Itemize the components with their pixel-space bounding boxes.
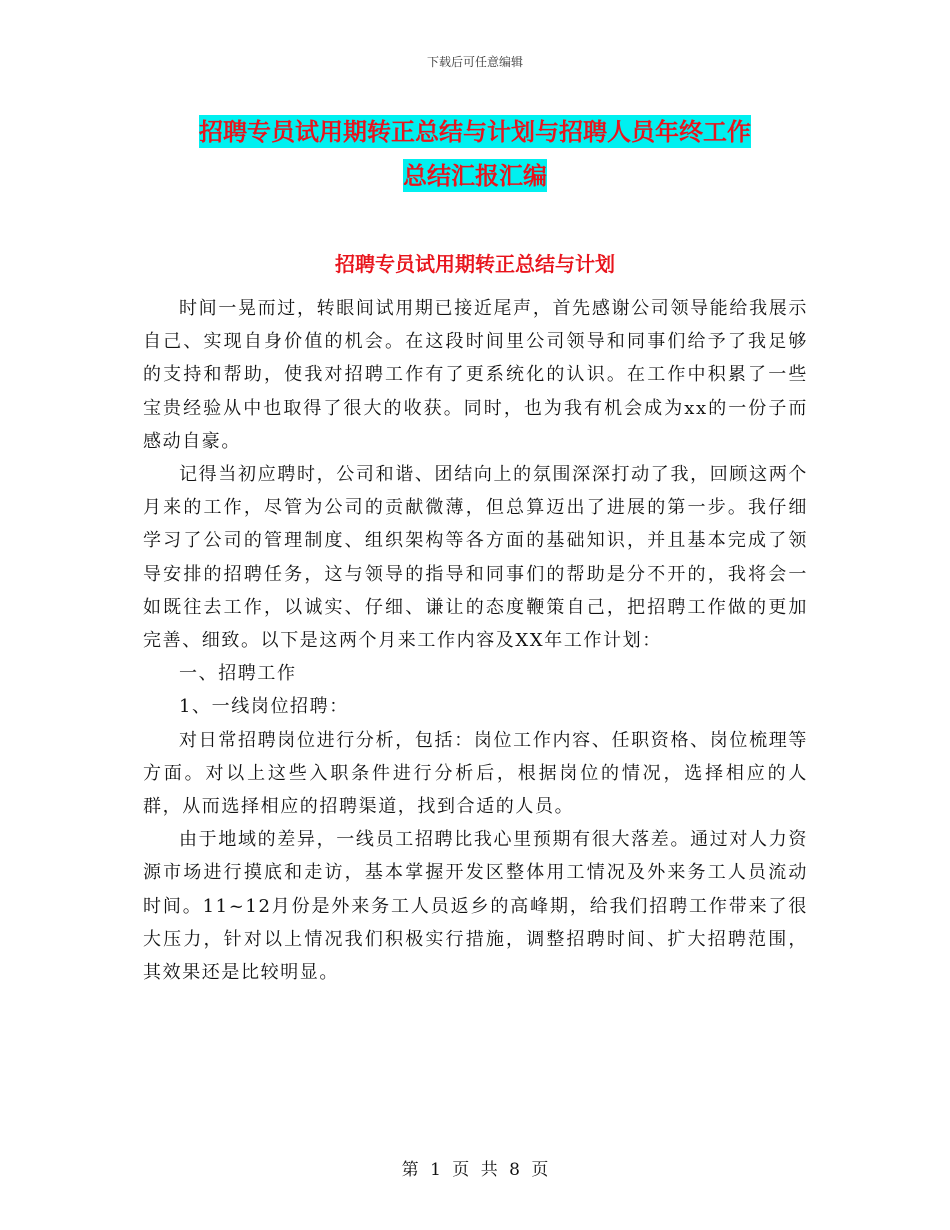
header-note: 下载后可任意编辑: [426, 55, 523, 69]
title-line-2: 总结汇报汇编: [403, 161, 547, 190]
paragraph: 对日常招聘岗位进行分析，包括：岗位工作内容、任职资格、岗位梳理等方面。对以上这些入职条件进行分析后，根据岗位的情况，选择相应的人群，从而选择相应的招聘渠道，找到合适的人员。: [143, 729, 808, 818]
page-number: 第 1 页 共 8 页: [401, 1160, 549, 1180]
paragraph: 记得当初应聘时，公司和谐、团结向上的氛围深深打动了我，回顾这两个月来的工作，尽管为公司的贡献微薄，但总算迈出了进展的第一步。我仔细学习了公司的管理制度、组织架构等各方面的基础知识，并且基本完成了领导安排的招聘任务，这与领导的指导和同事们的帮助是分不开的，我将会一如既往去工作，以诚实、仔细、谦让的态度鞭策自己，把招聘工作做的更加完善、细致。以下是这两个月来工作内容及XX年工作计划：: [143, 464, 808, 652]
title-line-1: 招聘专员试用期转正总结与计划与招聘人员年终工作: [199, 117, 751, 146]
section-heading: 一、招聘工作: [179, 663, 297, 685]
document-title: [150, 110, 800, 198]
document-body: [143, 292, 808, 989]
paragraph: 由于地域的差异，一线员工招聘比我心里预期有很大落差。通过对人力资源市场进行摸底和走访，基本掌握开发区整体用工情况及外来务工人员流动时间。11~12月份是外来务工人员返乡的高峰期，给我们招聘工作带来了很大压力，针对以上情况我们积极实行措施，调整招聘时间、扩大招聘范围，其效果还是比较明显。: [143, 829, 808, 984]
paragraph: 时间一晃而过，转眼间试用期已接近尾声，首先感谢公司领导能给我展示自己、实现自身价值的机会。在这段时间里公司领导和同事们给予了我足够的支持和帮助，使我对招聘工作有了更系统化的认识。在工作中积累了一些宝贵经验从中也取得了很大的收获。同时，也为我有机会成为xx的一份子而感动自豪。: [143, 298, 808, 452]
section-title: 招聘专员试用期转正总结与计划: [335, 252, 615, 276]
subsection-heading: 1、一线岗位招聘：: [179, 696, 349, 718]
